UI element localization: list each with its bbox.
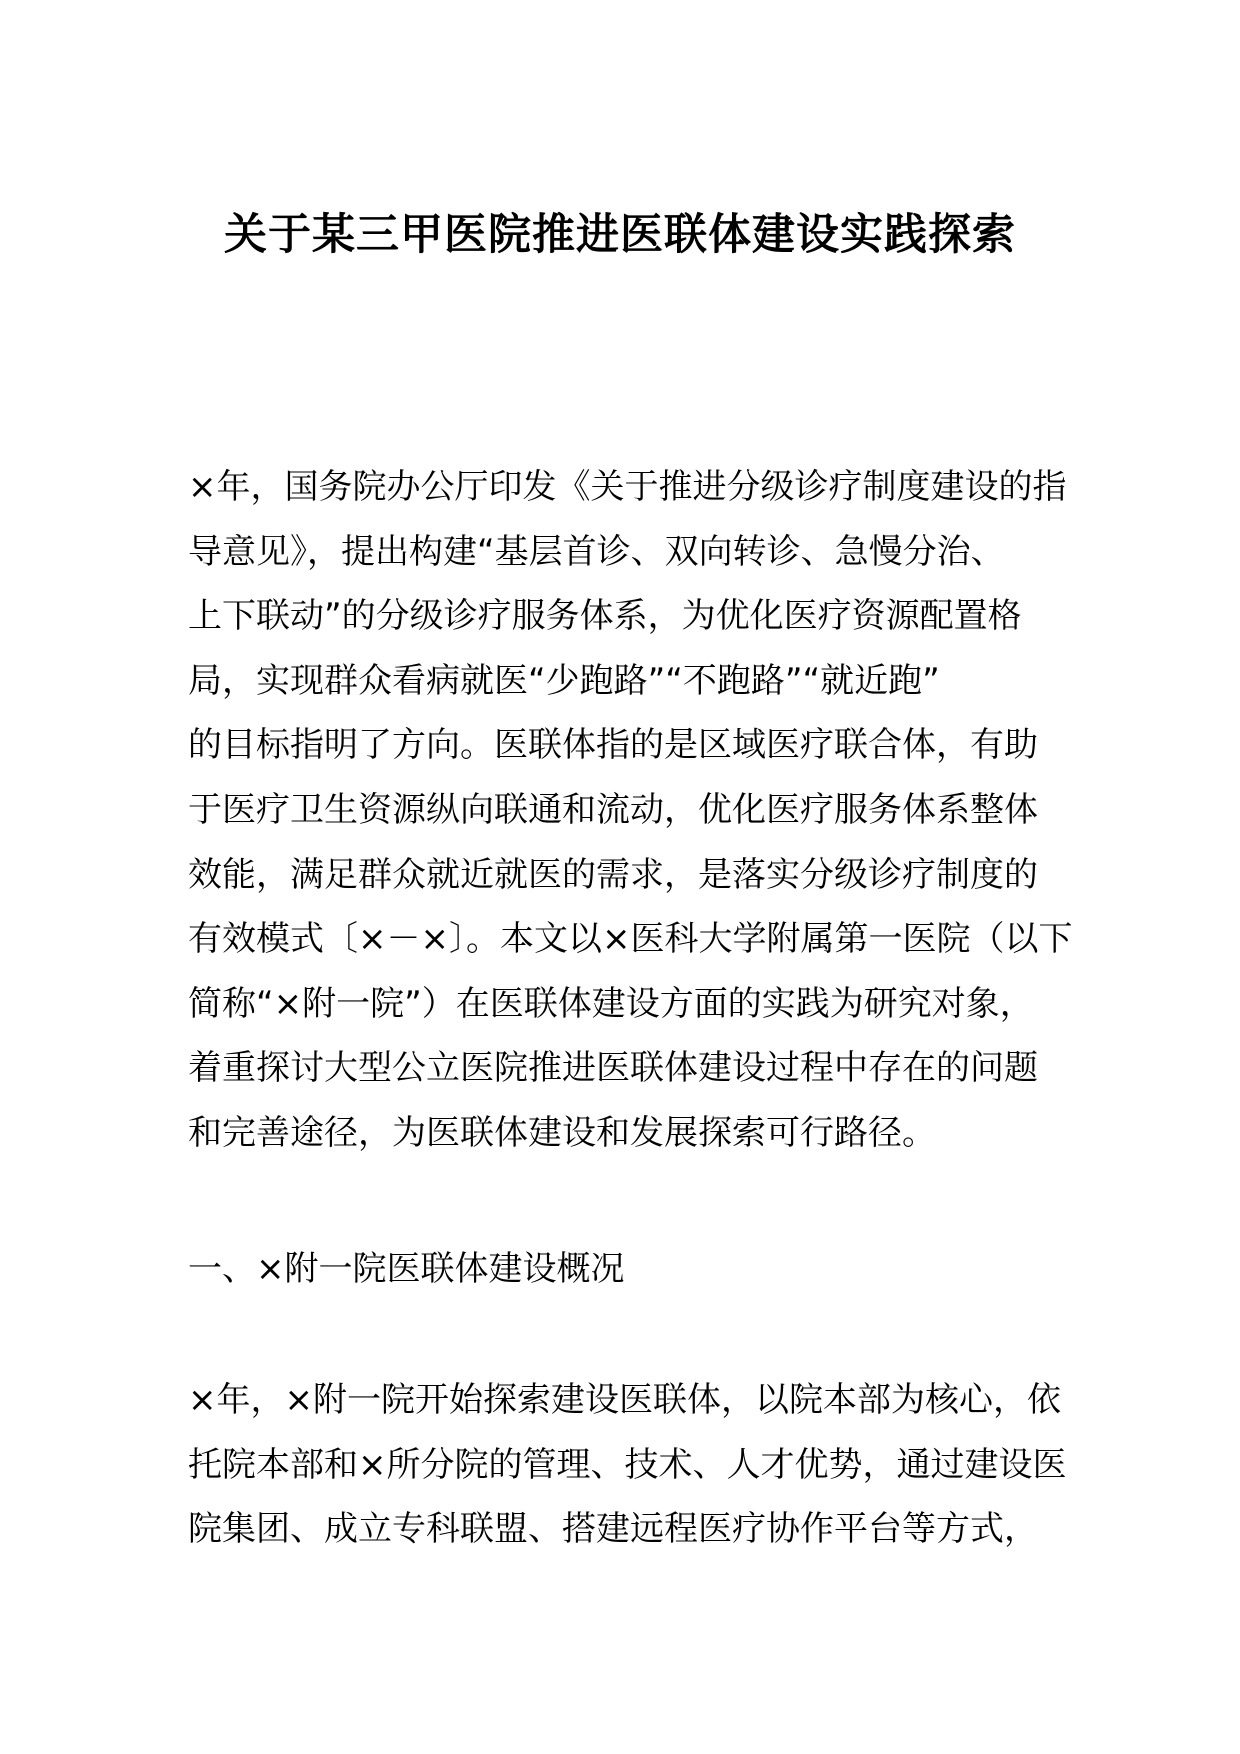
- paragraph-line: 上下联动”的分级诊疗服务体系，为优化医疗资源配置格: [188, 596, 1022, 637]
- paragraph-line: 和完善途径，为医联体建设和发展探索可行路径。: [188, 1112, 936, 1153]
- paragraph-line: 导意见》，提出构建“基层首诊、双向转诊、急慢分治、: [188, 531, 1005, 572]
- paragraph-line: 简称“×附一院”）在医联体建设方面的实践为研究对象，: [188, 983, 1034, 1024]
- paragraph-line: 院集团、成立专科联盟、搭建远程医疗协作平台等方式，: [188, 1509, 1038, 1550]
- paragraph-line: ×年，×附一院开始探索建设医联体，以院本部为核心，依: [188, 1380, 1061, 1420]
- paragraph-line: ×年，国务院办公厅印发《关于推进分级诊疗制度建设的指: [188, 467, 1067, 507]
- paragraph-intro: [188, 455, 1073, 1166]
- paragraph-line: 托院本部和×所分院的管理、技术、人才优势，通过建设医: [188, 1444, 1067, 1485]
- paragraph-line: 着重探讨大型公立医院推进医联体建设过程中存在的问题: [188, 1048, 1038, 1089]
- paragraph-line: 效能，满足群众就近就医的需求，是落实分级诊疗制度的: [188, 854, 1038, 895]
- paragraph-line: 的目标指明了方向。医联体指的是区域医疗联合体，有助: [188, 725, 1038, 766]
- paragraph-line: 局，实现群众看病就医“少跑路”“不跑路”“就近跑”: [188, 660, 940, 701]
- section-heading: 一、×附一院医联体建设概况: [188, 1249, 625, 1289]
- document-title: 关于某三甲医院推进医联体建设实践探索: [224, 210, 1016, 260]
- paragraph-overview: [188, 1368, 1067, 1562]
- paragraph-line: 于医疗卫生资源纵向联通和流动，优化医疗服务体系整体: [188, 789, 1038, 830]
- paragraph-line: 有效模式〔×－×〕。本文以×医科大学附属第一医院（以下: [188, 919, 1073, 960]
